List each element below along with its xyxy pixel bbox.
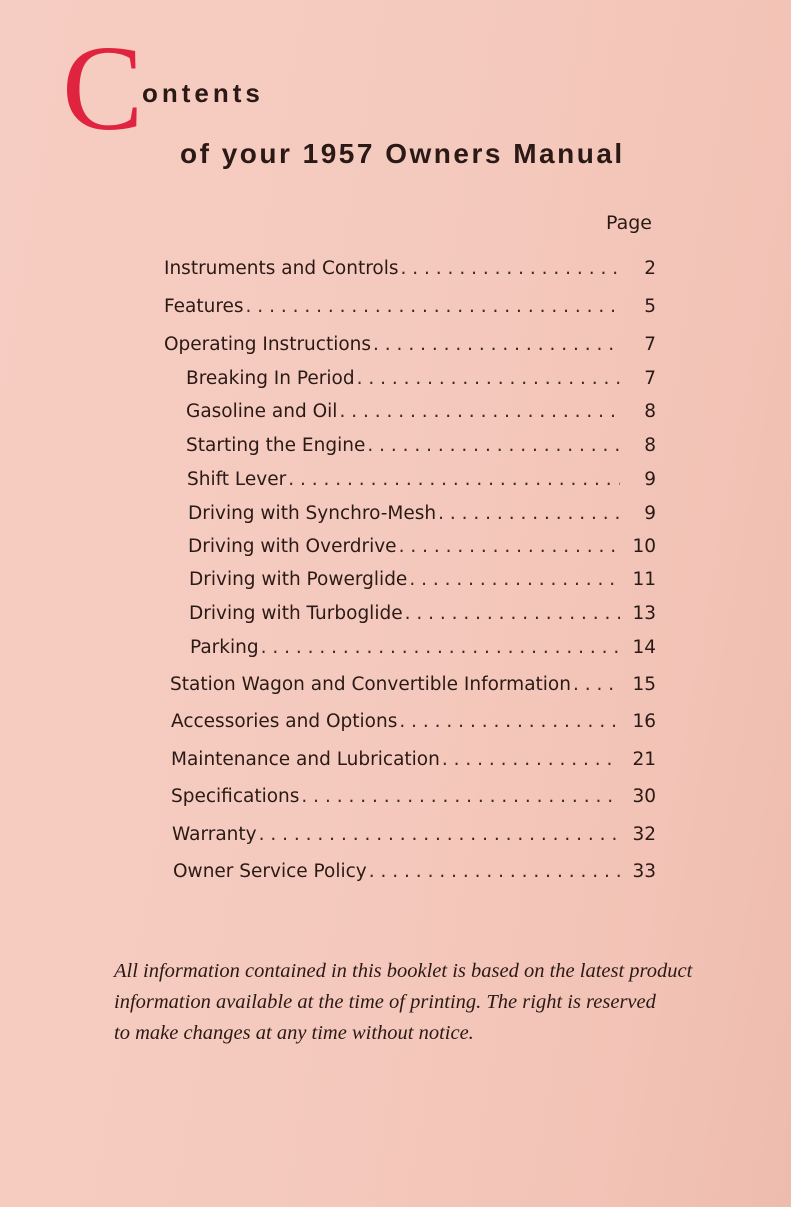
dot-leader — [405, 603, 620, 624]
toc-entry-label: Gasoline and Oil — [186, 401, 338, 422]
dot-leader — [573, 674, 620, 695]
toc-entry-page: 33 — [632, 861, 656, 882]
toc-entry[interactable] — [189, 569, 656, 595]
dot-leader — [438, 503, 620, 524]
toc-entry-page: 15 — [632, 674, 656, 695]
toc-entry-label: Warranty — [172, 824, 257, 845]
page-subtitle: of your 1957 Owners Manual — [180, 138, 625, 169]
toc-entry-page: 21 — [632, 749, 656, 770]
dot-leader — [401, 258, 620, 279]
toc-entry[interactable] — [186, 368, 656, 394]
dot-leader — [442, 749, 620, 770]
toc-entry-label: Driving with Turboglide — [189, 603, 403, 624]
dot-leader — [246, 296, 620, 317]
disclaimer-notice — [114, 956, 734, 1049]
toc-entry[interactable] — [164, 258, 656, 284]
toc-entry-label: Owner Service Policy — [173, 861, 367, 882]
toc-entry[interactable] — [171, 786, 656, 812]
toc-entry[interactable] — [186, 401, 656, 427]
toc-entry[interactable] — [173, 861, 656, 887]
toc-entry-label: Instruments and Controls — [164, 258, 399, 279]
page-column-header: Page — [606, 212, 652, 234]
toc-entry-label: Accessories and Options — [171, 711, 398, 732]
toc-entry-page: 13 — [632, 603, 656, 624]
disclaimer-line: All information contained in this booklet is based on the latest product — [114, 960, 693, 982]
dot-leader — [357, 368, 620, 389]
toc-entry-label: Driving with Synchro-Mesh — [188, 503, 437, 524]
toc-entry-label: Parking — [190, 637, 259, 658]
toc-entry-page: 9 — [644, 469, 656, 490]
disclaimer-line: to make changes at any time without notice. — [114, 1022, 474, 1044]
toc-entry-page: 16 — [632, 711, 656, 732]
toc-entry[interactable] — [171, 711, 656, 737]
toc-entry[interactable] — [164, 296, 656, 322]
toc-entry-label: Features — [164, 296, 244, 317]
dot-leader — [261, 637, 620, 658]
toc-entry-page: 7 — [644, 334, 656, 355]
toc-entry[interactable] — [171, 749, 656, 775]
dot-leader — [399, 536, 620, 557]
dot-leader — [301, 786, 620, 807]
disclaimer-line: information available at the time of printing. The right is reserved — [114, 991, 656, 1013]
toc-entry-label: Starting the Engine — [186, 435, 366, 456]
toc-entry-page: 11 — [632, 569, 656, 590]
toc-entry-page: 7 — [644, 368, 656, 389]
dot-leader — [339, 401, 620, 422]
toc-entry-label: Breaking In Period — [186, 368, 355, 389]
toc-entry-label: Station Wagon and Convertible Information — [170, 674, 571, 695]
toc-entry[interactable] — [170, 674, 656, 700]
toc-entry-label: Driving with Powerglide — [189, 569, 408, 590]
dot-leader — [409, 569, 620, 590]
toc-entry-page: 14 — [632, 637, 656, 658]
toc-entry[interactable] — [186, 435, 656, 461]
toc-entry[interactable] — [189, 603, 656, 629]
toc-entry[interactable] — [164, 334, 656, 360]
toc-entry-page: 8 — [644, 435, 656, 456]
toc-entry-page: 30 — [632, 786, 656, 807]
toc-entry[interactable] — [172, 824, 656, 850]
toc-entry[interactable] — [188, 536, 656, 562]
toc-entry-label: Specifications — [171, 786, 300, 807]
page-title: ontents — [142, 78, 264, 108]
toc-entry-label: Driving with Overdrive — [188, 536, 397, 557]
toc-entry-label: Operating Instructions — [164, 334, 372, 355]
toc-entry-page: 32 — [632, 824, 656, 845]
dot-leader — [367, 435, 620, 456]
title-initial-letter: C — [62, 21, 144, 156]
dot-leader — [288, 469, 620, 490]
dot-leader — [369, 861, 620, 882]
toc-entry-page: 5 — [644, 296, 656, 317]
toc-entry[interactable] — [190, 637, 656, 663]
dot-leader — [373, 334, 620, 355]
dot-leader — [399, 711, 620, 732]
toc-entry-page: 8 — [644, 401, 656, 422]
dot-leader — [259, 824, 620, 845]
toc-entry[interactable] — [188, 503, 656, 529]
toc-entry-label: Maintenance and Lubrication — [171, 749, 440, 770]
toc-entry-label: Shift Lever — [187, 469, 287, 490]
toc-entry-page: 2 — [644, 258, 656, 279]
toc-entry[interactable] — [187, 469, 656, 495]
toc-entry-page: 10 — [632, 536, 656, 557]
toc-entry-page: 9 — [644, 503, 656, 524]
